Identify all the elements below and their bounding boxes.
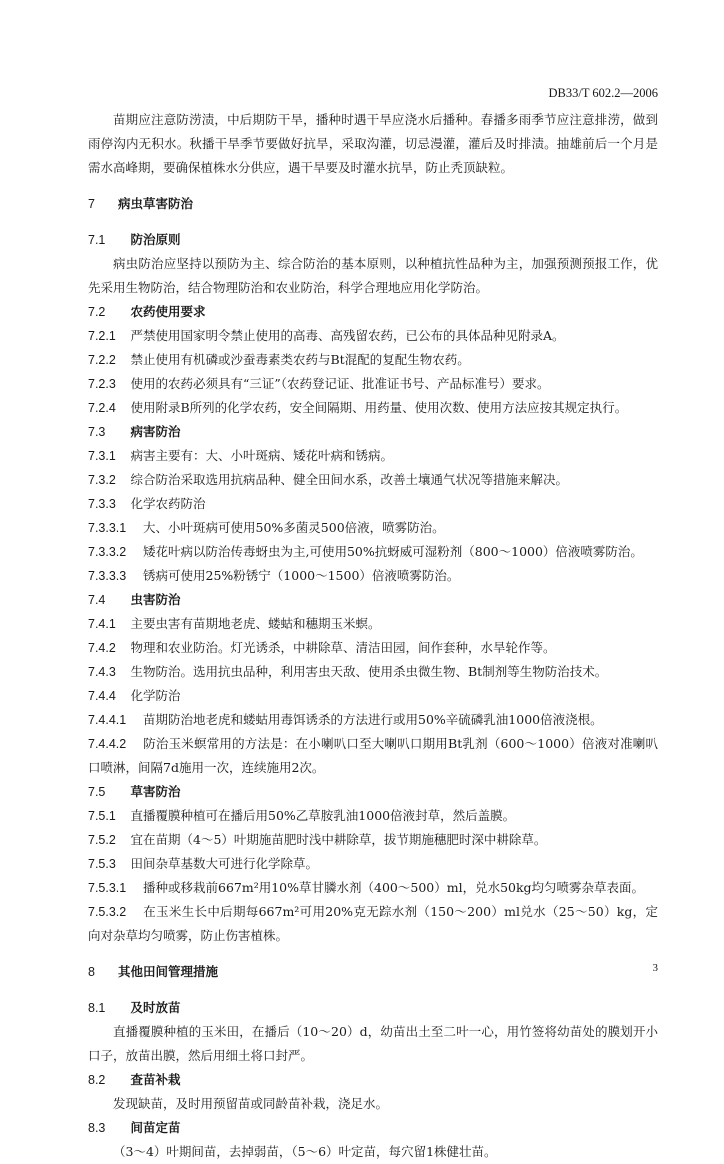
clause-7-4-4-1 <box>88 708 658 732</box>
clause-number: 7.4.1 <box>88 617 116 631</box>
section-title: 及时放苗 <box>130 1000 181 1015</box>
clause-text: 主要虫害有苗期地老虎、蝼蛄和穗期玉米螟。 <box>130 616 381 631</box>
section-8-2-text: 发现缺苗，及时用预留苗或同龄苗补栽，浇足水。 <box>113 1096 389 1111</box>
clause-7-2-1 <box>88 324 658 348</box>
section-title: 农药使用要求 <box>130 304 206 319</box>
clause-text: 大、小叶斑病可使用50%多菌灵500倍液，喷雾防治。 <box>143 520 445 535</box>
section-number: 7.3 <box>88 425 106 439</box>
clause-number: 7.4.4.2 <box>88 737 127 751</box>
clause-text: 宜在苗期（4～5）叶期施苗肥时浅中耕除草，拔节期施穗肥时深中耕除草。 <box>130 832 547 847</box>
clause-text: 物理和农业防治。灯光诱杀，中耕除草、清洁田园，间作套种，水旱轮作等。 <box>130 640 556 655</box>
section-7-1-heading <box>88 228 658 252</box>
clause-number: 7.3.3.2 <box>88 545 127 559</box>
clause-number: 7.2.1 <box>88 329 116 343</box>
clause-7-3-3-1 <box>88 516 658 540</box>
clause-number: 7.3.3.1 <box>88 521 127 535</box>
section-number: 8.3 <box>88 1121 106 1135</box>
section-7-3-heading <box>88 420 658 444</box>
section-title: 草害防治 <box>130 784 181 799</box>
clause-number: 7.5.3.1 <box>88 881 127 895</box>
section-8-1-heading <box>88 996 658 1020</box>
section-8-3-text: （3～4）叶期间苗，去掉弱苗，（5～6）叶定苗，每穴留1株健壮苗。 <box>113 1144 497 1159</box>
section-number: 7.2 <box>88 305 106 319</box>
clause-number: 7.3.2 <box>88 473 116 487</box>
page-body <box>88 108 658 1164</box>
clause-text: 禁止使用有机磷或沙蚕毒素类农药与Bt混配的复配生物农药。 <box>130 352 470 367</box>
clause-text: 防治玉米螟常用的方法是：在小喇叭口至大喇叭口期用Bt乳剂（600～1000）倍液对准喇叭口喷淋，间隔7d施用一次，连续施用2次。 <box>88 736 658 775</box>
section-number: 7 <box>88 197 95 211</box>
clause-7-4-1 <box>88 612 658 636</box>
section-title: 间苗定苗 <box>130 1120 181 1135</box>
clause-number: 7.5.3.2 <box>88 905 127 919</box>
clause-text: 严禁使用国家明令禁止使用的高毒、高残留农药，已公布的具体品种见附录A。 <box>130 328 565 343</box>
clause-number: 7.4.2 <box>88 641 116 655</box>
clause-7-4-3 <box>88 660 658 684</box>
clause-number: 7.5.2 <box>88 833 116 847</box>
section-8-1-text: 直播覆膜种植的玉米田，在播后（10～20）d，幼苗出土至二叶一心，用竹签将幼苗处的膜划开小口子，放苗出膜，然后用细土将口封严。 <box>88 1024 658 1063</box>
clause-text: 直播覆膜种植可在播后用50%乙草胺乳油1000倍液封草，然后盖膜。 <box>130 808 516 823</box>
intro-paragraph: 苗期应注意防涝渍，中后期防干旱，播种时遇干旱应浇水后播种。春播多雨季节应注意排涝，做到雨停沟内无积水。秋播干旱季节要做好抗旱，采取沟灌，切忌漫灌，灌后及时排渍。抽雄前后一个月是需水高峰期，要确保植株水分供应，遇干旱要及时灌水抗旱，防止秃顶缺粒。 <box>88 112 658 175</box>
section-7-5-heading <box>88 780 658 804</box>
clause-text: 综合防治采取选用抗病品种、健全田间水系，改善土壤通气状况等措施来解决。 <box>130 472 569 487</box>
section-title: 其他田间管理措施 <box>118 964 219 979</box>
clause-number: 7.4.4.1 <box>88 713 127 727</box>
clause-7-2-2 <box>88 348 658 372</box>
section-8-heading <box>88 960 658 984</box>
clause-7-4-2 <box>88 636 658 660</box>
section-number: 7.1 <box>88 233 106 247</box>
clause-7-3-3-2 <box>88 540 658 564</box>
clause-number: 7.3.1 <box>88 449 116 463</box>
section-number: 7.4 <box>88 593 106 607</box>
clause-number: 7.4.4 <box>88 689 116 703</box>
section-title: 虫害防治 <box>130 592 181 607</box>
clause-number: 7.2.2 <box>88 353 116 367</box>
section-title: 病虫草害防治 <box>118 196 194 211</box>
document-code: DB33/T 602.2—2006 <box>548 86 658 100</box>
clause-7-3-2 <box>88 468 658 492</box>
section-number: 8.2 <box>88 1073 106 1087</box>
clause-7-5-1 <box>88 804 658 828</box>
clause-number: 7.4.3 <box>88 665 116 679</box>
section-number: 8 <box>88 965 95 979</box>
clause-text: 使用附录B所列的化学农药，安全间隔期、用药量、使用次数、使用方法应按其规定执行。 <box>130 400 628 415</box>
clause-text: 在玉米生长中后期每667m²可用20%克无踪水剂（150～200）ml兑水（25～50）kg，定向对杂草均匀喷雾，防止伤害植株。 <box>88 904 658 943</box>
clause-7-4-4-2 <box>88 732 658 780</box>
clause-7-2-4 <box>88 396 658 420</box>
clause-7-3-3 <box>88 492 658 516</box>
section-number: 8.1 <box>88 1001 106 1015</box>
clause-7-5-3-2 <box>88 900 658 948</box>
section-title: 查苗补栽 <box>130 1072 181 1087</box>
clause-text: 化学防治 <box>130 688 181 703</box>
clause-7-3-3-3 <box>88 564 658 588</box>
clause-7-5-2 <box>88 828 658 852</box>
clause-text: 使用的农药必须具有“三证”（农药登记证、批准证书号、产品标准号）要求。 <box>130 376 550 391</box>
clause-text: 病害主要有：大、小叶斑病、矮花叶病和锈病。 <box>130 448 394 463</box>
section-title: 病害防治 <box>130 424 181 439</box>
section-number: 7.5 <box>88 785 106 799</box>
clause-7-2-3 <box>88 372 658 396</box>
clause-text: 矮花叶病以防治传毒蚜虫为主,可使用50%抗蚜威可湿粉剂（800～1000）倍液喷雾防治。 <box>143 544 643 559</box>
section-7-2-heading <box>88 300 658 324</box>
clause-text: 播种或移栽前667m²用10%草甘膦水剂（400～500）ml，兑水50kg均匀喷雾杂草表面。 <box>143 880 645 895</box>
section-8-2-heading <box>88 1068 658 1092</box>
section-7-1-text: 病虫防治应坚持以预防为主、综合防治的基本原则，以种植抗性品种为主，加强预测预报工作，优先采用生物防治，结合物理防治和农业防治，科学合理地应用化学防治。 <box>88 256 658 295</box>
clause-number: 7.3.3 <box>88 497 116 511</box>
clause-text: 生物防治。选用抗虫品种，利用害虫天敌、使用杀虫微生物、Bt制剂等生物防治技术。 <box>130 664 608 679</box>
page-number: 3 <box>652 962 658 974</box>
clause-number: 7.5.1 <box>88 809 116 823</box>
clause-7-5-3 <box>88 852 658 876</box>
clause-7-3-1 <box>88 444 658 468</box>
clause-number: 7.5.3 <box>88 857 116 871</box>
clause-text: 苗期防治地老虎和蝼蛄用毒饵诱杀的方法进行或用50%辛硫磷乳油1000倍液浇根。 <box>143 712 603 727</box>
section-title: 防治原则 <box>130 232 181 247</box>
clause-text: 田间杂草基数大可进行化学除草。 <box>130 856 319 871</box>
section-7-heading <box>88 192 658 216</box>
clause-7-5-3-1 <box>88 876 658 900</box>
section-8-3-heading <box>88 1116 658 1140</box>
clause-text: 化学农药防治 <box>130 496 206 511</box>
clause-number: 7.2.4 <box>88 401 116 415</box>
clause-text: 锈病可使用25%粉锈宁（1000～1500）倍液喷雾防治。 <box>143 568 460 583</box>
clause-number: 7.3.3.3 <box>88 569 127 583</box>
clause-number: 7.2.3 <box>88 377 116 391</box>
clause-7-4-4 <box>88 684 658 708</box>
section-7-4-heading <box>88 588 658 612</box>
